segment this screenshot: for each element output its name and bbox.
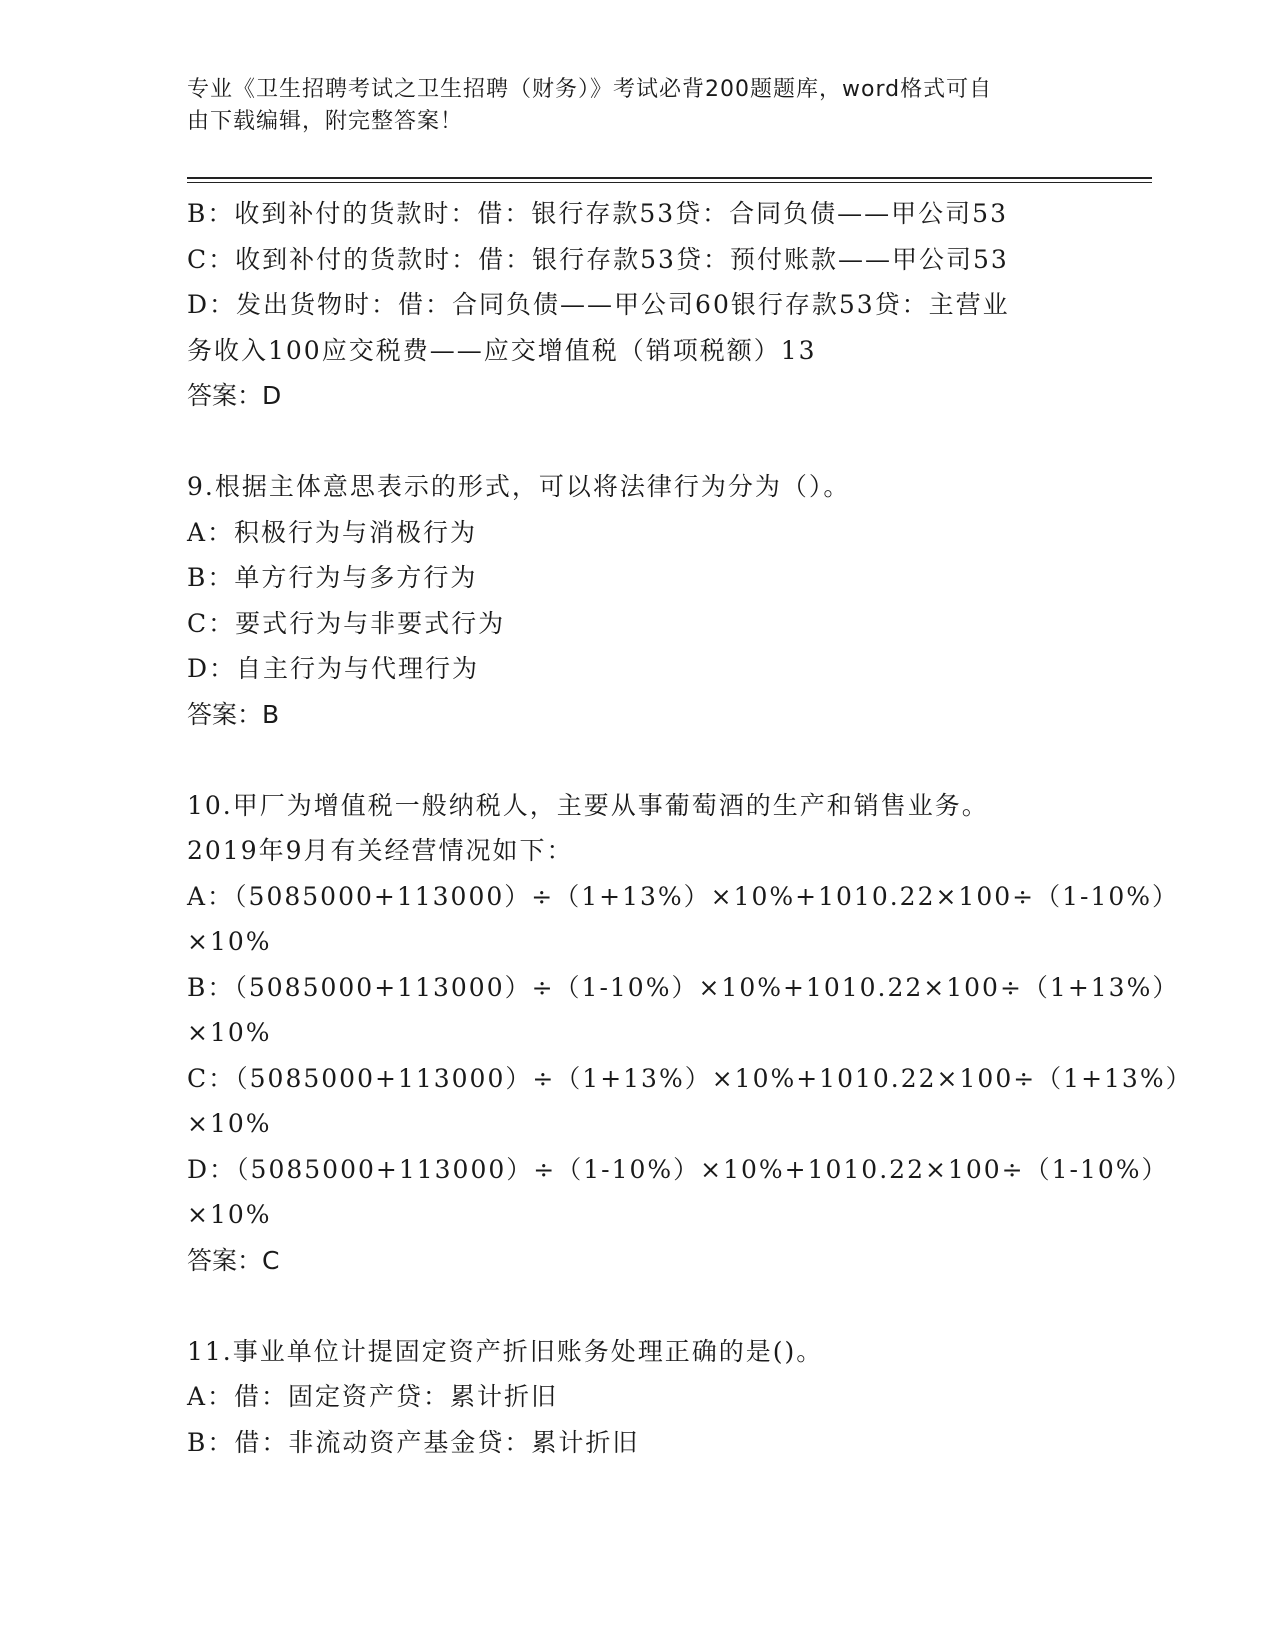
- q9-answer: 答案：B: [187, 699, 280, 729]
- header-divider-thick: [187, 177, 1152, 179]
- prev-option-c: C：收到补付的货款时：借：银行存款53贷：预付账款——甲公司53: [187, 244, 1009, 274]
- q10-option-b-line-2: ×10%: [187, 1018, 272, 1047]
- q9-question: 9.根据主体意思表示的形式，可以将法律行为分为（）。: [187, 472, 851, 501]
- q10-option-a-line-2: ×10%: [187, 927, 272, 956]
- q10-answer: 答案：C: [187, 1245, 280, 1275]
- header-line-2: 由下载编辑，附完整答案！: [187, 109, 464, 134]
- spacer: [187, 737, 1087, 783]
- document-header: [187, 74, 1067, 138]
- q11-option-a: A：借：固定资产贷：累计折旧: [187, 1382, 559, 1411]
- prev-option-b: B：收到补付的货款时：借：银行存款53贷：合同负债——甲公司53: [187, 199, 1008, 228]
- q11-question: 11.事业单位计提固定资产折旧账务处理正确的是()。: [187, 1336, 824, 1366]
- q11-option-b: B：借：非流动资产基金贷：累计折旧: [187, 1427, 640, 1457]
- q10-option-c-line-1: C：（5085000+113000）÷（1+13%）×10%+1010.22×100÷（1+13%）: [187, 1063, 1193, 1093]
- prev-option-d-line-2: 务收入100应交税费——应交增值税（销项税额）13: [187, 335, 817, 365]
- q10-question-line-2: 2019年9月有关经营情况如下：: [187, 836, 574, 865]
- header-line-1: 专业《卫生招聘考试之卫生招聘（财务）》考试必背200题题库，word格式可自: [187, 77, 993, 102]
- q10-question-line-1: 10.甲厂为增值税一般纳税人，主要从事葡萄酒的生产和销售业务。: [187, 790, 989, 820]
- prev-option-d-line-1: D：发出货物时：借：合同负债——甲公司60银行存款53贷：主营业: [187, 290, 1010, 319]
- header-divider-thin: [187, 182, 1152, 183]
- q9-option-a: A：积极行为与消极行为: [187, 517, 478, 547]
- q9-option-b: B：单方行为与多方行为: [187, 563, 478, 592]
- q10-option-c-line-2: ×10%: [187, 1109, 272, 1138]
- spacer: [187, 1283, 1087, 1329]
- q10-option-a-line-1: A：（5085000+113000）÷（1+13%）×10%+1010.22×100÷（1-10%）: [187, 881, 1180, 911]
- q10-option-d-line-1: D：（5085000+113000）÷（1-10%）×10%+1010.22×100÷（1-10%）: [187, 1154, 1169, 1184]
- q10-option-b-line-1: B：（5085000+113000）÷（1-10%）×10%+1010.22×100÷（1+13%）: [187, 972, 1180, 1002]
- spacer: [187, 419, 1087, 465]
- document-body: [187, 191, 1193, 1465]
- q10-option-d-line-2: ×10%: [187, 1200, 272, 1229]
- prev-answer: 答案：D: [187, 381, 282, 410]
- q9-option-d: D：自主行为与代理行为: [187, 654, 480, 683]
- q9-option-c: C：要式行为与非要式行为: [187, 608, 506, 638]
